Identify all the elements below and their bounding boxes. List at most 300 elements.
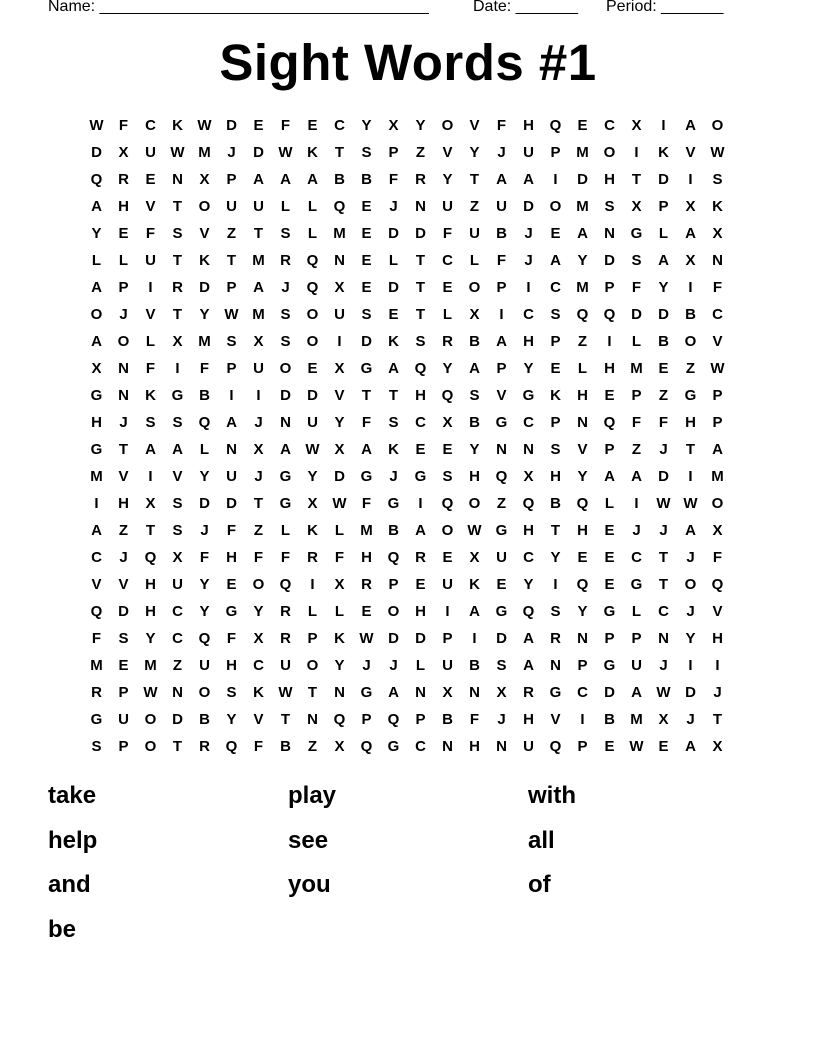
grid-cell[interactable]: I — [499, 306, 504, 323]
grid-cell[interactable]: N — [577, 414, 588, 431]
grid-cell[interactable]: I — [310, 576, 315, 593]
grid-cell[interactable]: Q — [603, 306, 616, 323]
grid-cell[interactable]: W — [629, 738, 644, 755]
grid-cell[interactable]: A — [280, 171, 291, 188]
grid-cell[interactable]: N — [334, 252, 345, 269]
grid-cell[interactable]: C — [91, 549, 102, 566]
grid-cell[interactable]: I — [256, 387, 261, 404]
grid-cell[interactable]: C — [604, 117, 615, 134]
grid-cell[interactable]: K — [658, 144, 669, 161]
grid-cell[interactable]: S — [172, 495, 183, 512]
grid-cell[interactable]: X — [442, 684, 453, 701]
grid-cell[interactable]: H — [577, 387, 588, 404]
grid-cell[interactable]: V — [442, 144, 453, 161]
grid-cell[interactable]: M — [360, 522, 373, 539]
grid-cell[interactable]: X — [334, 360, 345, 377]
grid-cell[interactable]: R — [415, 549, 426, 566]
grid-cell[interactable]: Y — [199, 576, 210, 593]
grid-cell[interactable]: F — [91, 630, 102, 647]
grid-cell[interactable]: V — [145, 198, 156, 215]
grid-cell[interactable]: V — [118, 468, 129, 485]
grid-cell[interactable]: P — [226, 279, 237, 296]
grid-cell[interactable]: Q — [306, 252, 319, 269]
grid-cell[interactable]: E — [361, 603, 372, 620]
grid-cell[interactable]: Q — [522, 603, 535, 620]
grid-cell[interactable]: H — [91, 414, 102, 431]
grid-cell[interactable]: D — [226, 495, 237, 512]
grid-cell[interactable]: J — [281, 279, 290, 296]
grid-cell[interactable]: W — [656, 495, 671, 512]
grid-cell[interactable]: C — [334, 117, 345, 134]
grid-cell[interactable]: H — [523, 117, 534, 134]
grid-cell[interactable]: S — [118, 630, 129, 647]
grid-cell[interactable]: D — [685, 684, 696, 701]
grid-cell[interactable]: Y — [226, 711, 237, 728]
grid-cell[interactable]: N — [118, 360, 129, 377]
grid-cell[interactable]: S — [469, 387, 480, 404]
grid-cell[interactable]: D — [334, 468, 345, 485]
grid-cell[interactable]: E — [604, 387, 615, 404]
grid-cell[interactable]: X — [631, 198, 642, 215]
grid-cell[interactable]: V — [712, 333, 723, 350]
grid-cell[interactable]: F — [442, 225, 453, 242]
grid-cell[interactable]: P — [712, 387, 723, 404]
grid-cell[interactable]: T — [172, 252, 183, 269]
grid-cell[interactable]: I — [418, 495, 423, 512]
grid-cell[interactable]: T — [685, 441, 696, 458]
grid-cell[interactable]: N — [604, 225, 615, 242]
grid-cell[interactable]: O — [468, 495, 481, 512]
grid-cell[interactable]: X — [523, 468, 534, 485]
grid-cell[interactable]: Y — [469, 441, 480, 458]
grid-cell[interactable]: D — [91, 144, 102, 161]
grid-cell[interactable]: E — [415, 441, 426, 458]
grid-cell[interactable]: D — [388, 225, 399, 242]
grid-cell[interactable]: P — [631, 387, 642, 404]
grid-cell[interactable]: T — [280, 711, 291, 728]
grid-cell[interactable]: N — [712, 252, 723, 269]
grid-cell[interactable]: R — [307, 549, 318, 566]
grid-cell[interactable]: A — [253, 279, 264, 296]
grid-cell[interactable]: S — [91, 738, 102, 755]
grid-cell[interactable]: H — [118, 495, 129, 512]
grid-cell[interactable]: P — [550, 144, 561, 161]
grid-cell[interactable]: K — [334, 630, 345, 647]
grid-cell[interactable]: O — [441, 522, 454, 539]
grid-cell[interactable]: N — [523, 441, 534, 458]
grid-cell[interactable]: U — [523, 738, 534, 755]
grid-cell[interactable]: E — [550, 360, 561, 377]
grid-cell[interactable]: E — [361, 225, 372, 242]
grid-cell[interactable]: Y — [442, 171, 453, 188]
grid-cell[interactable]: W — [305, 441, 320, 458]
grid-cell[interactable]: G — [549, 684, 562, 701]
grid-cell[interactable]: Q — [522, 495, 535, 512]
grid-cell[interactable]: G — [360, 360, 373, 377]
grid-cell[interactable]: W — [224, 306, 239, 323]
grid-cell[interactable]: H — [523, 711, 534, 728]
grid-cell[interactable]: P — [604, 441, 615, 458]
grid-cell[interactable]: G — [279, 468, 292, 485]
grid-cell[interactable]: H — [604, 171, 615, 188]
grid-cell[interactable]: G — [630, 225, 643, 242]
grid-cell[interactable]: P — [388, 144, 399, 161]
grid-cell[interactable]: I — [337, 333, 342, 350]
grid-cell[interactable]: H — [226, 549, 237, 566]
grid-cell[interactable]: P — [388, 576, 399, 593]
grid-cell[interactable]: U — [334, 306, 345, 323]
grid-cell[interactable]: U — [226, 468, 237, 485]
grid-cell[interactable]: P — [550, 414, 561, 431]
grid-cell[interactable]: V — [118, 576, 129, 593]
grid-cell[interactable]: H — [145, 576, 156, 593]
grid-cell[interactable]: P — [415, 711, 426, 728]
grid-cell[interactable]: O — [279, 360, 292, 377]
grid-cell[interactable]: O — [252, 576, 265, 593]
grid-cell[interactable]: E — [361, 252, 372, 269]
grid-cell[interactable]: P — [712, 414, 723, 431]
grid-cell[interactable]: F — [199, 549, 210, 566]
grid-cell[interactable]: P — [442, 630, 453, 647]
grid-cell[interactable]: D — [253, 144, 264, 161]
grid-cell[interactable]: Y — [577, 252, 588, 269]
grid-cell[interactable]: I — [634, 144, 639, 161]
grid-cell[interactable]: E — [307, 360, 318, 377]
grid-cell[interactable]: F — [658, 414, 669, 431]
grid-cell[interactable]: K — [307, 522, 318, 539]
grid-cell[interactable]: G — [360, 684, 373, 701]
grid-cell[interactable]: V — [253, 711, 264, 728]
grid-cell[interactable]: O — [144, 711, 157, 728]
grid-cell[interactable]: Y — [469, 144, 480, 161]
grid-cell[interactable]: F — [145, 225, 156, 242]
grid-cell[interactable]: R — [280, 603, 291, 620]
grid-cell[interactable]: D — [280, 387, 291, 404]
grid-cell[interactable]: F — [361, 495, 372, 512]
grid-cell[interactable]: T — [415, 279, 426, 296]
grid-cell[interactable]: G — [630, 576, 643, 593]
grid-cell[interactable]: T — [388, 387, 399, 404]
grid-cell[interactable]: N — [172, 684, 183, 701]
grid-cell[interactable]: N — [442, 738, 453, 755]
grid-cell[interactable]: A — [523, 630, 534, 647]
grid-cell[interactable]: H — [469, 738, 480, 755]
grid-cell[interactable]: A — [469, 360, 480, 377]
grid-cell[interactable]: U — [253, 360, 264, 377]
grid-cell[interactable]: S — [415, 333, 426, 350]
grid-cell[interactable]: G — [90, 441, 103, 458]
grid-cell[interactable]: Y — [685, 630, 696, 647]
grid-cell[interactable]: Y — [550, 549, 561, 566]
grid-cell[interactable]: S — [145, 414, 156, 431]
grid-cell[interactable]: M — [198, 333, 211, 350]
grid-cell[interactable]: B — [199, 711, 210, 728]
grid-cell[interactable]: M — [198, 144, 211, 161]
grid-cell[interactable]: J — [254, 468, 263, 485]
grid-cell[interactable]: E — [442, 441, 453, 458]
grid-cell[interactable]: K — [253, 684, 264, 701]
grid-cell[interactable]: E — [226, 576, 237, 593]
grid-cell[interactable]: A — [280, 441, 291, 458]
grid-cell[interactable]: J — [389, 657, 398, 674]
grid-cell[interactable]: X — [388, 117, 399, 134]
grid-cell[interactable]: M — [333, 225, 346, 242]
grid-cell[interactable]: I — [148, 279, 153, 296]
grid-cell[interactable]: L — [334, 603, 345, 620]
grid-cell[interactable]: D — [415, 225, 426, 242]
grid-cell[interactable]: A — [469, 603, 480, 620]
grid-cell[interactable]: Q — [441, 387, 454, 404]
grid-cell[interactable]: O — [468, 279, 481, 296]
grid-cell[interactable]: U — [226, 198, 237, 215]
grid-cell[interactable]: J — [254, 414, 263, 431]
grid-cell[interactable]: J — [119, 306, 128, 323]
grid-cell[interactable]: I — [715, 657, 720, 674]
grid-cell[interactable]: X — [307, 495, 318, 512]
grid-cell[interactable]: E — [550, 225, 561, 242]
grid-cell[interactable]: M — [90, 657, 103, 674]
grid-cell[interactable]: E — [118, 225, 129, 242]
grid-cell[interactable]: J — [362, 657, 371, 674]
grid-cell[interactable]: O — [90, 306, 103, 323]
grid-cell[interactable]: Y — [577, 603, 588, 620]
grid-cell[interactable]: B — [685, 306, 696, 323]
grid-cell[interactable]: Q — [225, 738, 238, 755]
grid-cell[interactable]: I — [688, 468, 693, 485]
grid-cell[interactable]: L — [469, 252, 480, 269]
grid-cell[interactable]: S — [496, 657, 507, 674]
grid-cell[interactable]: N — [334, 684, 345, 701]
grid-cell[interactable]: I — [148, 468, 153, 485]
grid-cell[interactable]: T — [469, 171, 480, 188]
grid-cell[interactable]: D — [577, 171, 588, 188]
grid-cell[interactable]: M — [90, 468, 103, 485]
grid-cell[interactable]: G — [225, 603, 238, 620]
grid-cell[interactable]: Q — [549, 738, 562, 755]
grid-cell[interactable]: Y — [523, 360, 534, 377]
grid-cell[interactable]: F — [145, 360, 156, 377]
grid-cell[interactable]: Q — [387, 711, 400, 728]
grid-cell[interactable]: W — [278, 684, 293, 701]
grid-cell[interactable]: E — [604, 549, 615, 566]
grid-cell[interactable]: Y — [253, 603, 264, 620]
grid-cell[interactable]: B — [361, 171, 372, 188]
grid-cell[interactable]: U — [469, 225, 480, 242]
grid-cell[interactable]: F — [118, 117, 129, 134]
grid-cell[interactable]: C — [712, 306, 723, 323]
grid-cell[interactable]: U — [172, 576, 183, 593]
grid-cell[interactable]: J — [659, 522, 668, 539]
grid-cell[interactable]: R — [199, 738, 210, 755]
grid-cell[interactable]: O — [684, 576, 697, 593]
grid-cell[interactable]: G — [603, 657, 616, 674]
grid-cell[interactable]: M — [630, 360, 643, 377]
grid-cell[interactable]: I — [688, 171, 693, 188]
grid-cell[interactable]: J — [713, 684, 722, 701]
grid-cell[interactable]: E — [604, 576, 615, 593]
grid-cell[interactable]: Q — [333, 711, 346, 728]
grid-cell[interactable]: A — [604, 468, 615, 485]
grid-cell[interactable]: P — [496, 360, 507, 377]
grid-cell[interactable]: A — [631, 468, 642, 485]
grid-cell[interactable]: Q — [198, 414, 211, 431]
grid-cell[interactable]: P — [550, 333, 561, 350]
grid-cell[interactable]: L — [199, 441, 210, 458]
grid-cell[interactable]: W — [170, 144, 185, 161]
grid-cell[interactable]: W — [278, 144, 293, 161]
grid-cell[interactable]: H — [361, 549, 372, 566]
grid-cell[interactable]: G — [684, 387, 697, 404]
grid-cell[interactable]: Z — [685, 360, 696, 377]
grid-cell[interactable]: S — [280, 306, 291, 323]
grid-cell[interactable]: P — [496, 279, 507, 296]
grid-cell[interactable]: F — [631, 414, 642, 431]
grid-cell[interactable]: D — [388, 630, 399, 647]
grid-cell[interactable]: T — [334, 144, 345, 161]
grid-cell[interactable]: W — [710, 360, 725, 377]
grid-cell[interactable]: D — [172, 711, 183, 728]
grid-cell[interactable]: W — [89, 117, 104, 134]
grid-cell[interactable]: O — [306, 657, 319, 674]
grid-cell[interactable]: Q — [144, 549, 157, 566]
grid-cell[interactable]: I — [553, 576, 558, 593]
grid-cell[interactable]: F — [280, 117, 291, 134]
grid-cell[interactable]: A — [685, 522, 696, 539]
grid-cell[interactable]: C — [523, 549, 534, 566]
grid-cell[interactable]: K — [712, 198, 723, 215]
grid-cell[interactable]: D — [658, 171, 669, 188]
grid-cell[interactable]: A — [712, 441, 723, 458]
grid-cell[interactable]: C — [523, 306, 534, 323]
grid-cell[interactable]: I — [526, 279, 531, 296]
grid-cell[interactable]: S — [226, 684, 237, 701]
grid-cell[interactable]: Q — [414, 360, 427, 377]
grid-cell[interactable]: L — [442, 306, 453, 323]
grid-cell[interactable]: N — [658, 630, 669, 647]
grid-cell[interactable]: O — [117, 333, 130, 350]
grid-cell[interactable]: J — [632, 522, 641, 539]
grid-cell[interactable]: C — [577, 684, 588, 701]
grid-cell[interactable]: J — [659, 657, 668, 674]
grid-cell[interactable]: X — [253, 333, 264, 350]
grid-cell[interactable]: B — [550, 495, 561, 512]
grid-cell[interactable]: O — [711, 117, 724, 134]
grid-cell[interactable]: Q — [576, 306, 589, 323]
grid-cell[interactable]: F — [199, 360, 210, 377]
grid-cell[interactable]: L — [280, 522, 291, 539]
grid-cell[interactable]: R — [280, 630, 291, 647]
grid-cell[interactable]: V — [172, 468, 183, 485]
grid-cell[interactable]: C — [523, 414, 534, 431]
grid-cell[interactable]: G — [495, 603, 508, 620]
grid-cell[interactable]: I — [661, 117, 666, 134]
grid-cell[interactable]: F — [253, 549, 264, 566]
grid-cell[interactable]: X — [712, 522, 723, 539]
grid-cell[interactable]: A — [91, 522, 102, 539]
grid-cell[interactable]: J — [686, 603, 695, 620]
grid-cell[interactable]: A — [685, 117, 696, 134]
grid-cell[interactable]: V — [334, 387, 345, 404]
grid-cell[interactable]: L — [604, 495, 615, 512]
grid-cell[interactable]: V — [496, 387, 507, 404]
grid-cell[interactable]: P — [118, 738, 129, 755]
grid-cell[interactable]: Z — [172, 657, 183, 674]
grid-cell[interactable]: Y — [442, 360, 453, 377]
grid-cell[interactable]: V — [145, 306, 156, 323]
grid-cell[interactable]: G — [387, 738, 400, 755]
grid-cell[interactable]: A — [253, 171, 264, 188]
grid-cell[interactable]: K — [550, 387, 561, 404]
grid-cell[interactable]: P — [604, 630, 615, 647]
grid-cell[interactable]: H — [415, 387, 426, 404]
period-field[interactable]: Period: _______ — [606, 0, 724, 15]
grid-cell[interactable]: P — [604, 279, 615, 296]
grid-cell[interactable]: B — [280, 738, 291, 755]
grid-cell[interactable]: E — [604, 522, 615, 539]
grid-cell[interactable]: H — [523, 333, 534, 350]
grid-cell[interactable]: L — [307, 198, 318, 215]
grid-cell[interactable]: A — [550, 252, 561, 269]
grid-cell[interactable]: C — [145, 117, 156, 134]
grid-cell[interactable]: D — [658, 306, 669, 323]
grid-cell[interactable]: C — [631, 549, 642, 566]
grid-cell[interactable]: T — [253, 225, 264, 242]
grid-cell[interactable]: V — [712, 603, 723, 620]
grid-cell[interactable]: Y — [199, 603, 210, 620]
grid-cell[interactable]: N — [496, 738, 507, 755]
grid-cell[interactable]: D — [361, 333, 372, 350]
grid-cell[interactable]: L — [280, 198, 291, 215]
grid-cell[interactable]: P — [658, 198, 669, 215]
grid-cell[interactable]: G — [495, 414, 508, 431]
grid-cell[interactable]: B — [496, 225, 507, 242]
grid-cell[interactable]: D — [226, 117, 237, 134]
grid-cell[interactable]: S — [604, 198, 615, 215]
grid-cell[interactable]: I — [472, 630, 477, 647]
grid-cell[interactable]: H — [604, 360, 615, 377]
grid-cell[interactable]: X — [658, 711, 669, 728]
grid-cell[interactable]: X — [685, 252, 696, 269]
grid-cell[interactable]: U — [442, 657, 453, 674]
grid-cell[interactable]: K — [307, 144, 318, 161]
grid-cell[interactable]: X — [118, 144, 129, 161]
grid-cell[interactable]: R — [550, 630, 561, 647]
grid-cell[interactable]: G — [522, 387, 535, 404]
grid-cell[interactable]: T — [118, 441, 129, 458]
grid-cell[interactable]: A — [631, 684, 642, 701]
grid-cell[interactable]: Y — [334, 657, 345, 674]
grid-cell[interactable]: Y — [307, 468, 318, 485]
grid-cell[interactable]: A — [388, 360, 399, 377]
grid-cell[interactable]: U — [280, 657, 291, 674]
grid-cell[interactable]: P — [118, 684, 129, 701]
grid-cell[interactable]: M — [711, 468, 724, 485]
grid-cell[interactable]: A — [388, 684, 399, 701]
grid-cell[interactable]: X — [253, 630, 264, 647]
grid-cell[interactable]: B — [334, 171, 345, 188]
grid-cell[interactable]: S — [172, 414, 183, 431]
grid-cell[interactable]: W — [332, 495, 347, 512]
grid-cell[interactable]: H — [469, 468, 480, 485]
grid-cell[interactable]: R — [280, 252, 291, 269]
grid-cell[interactable]: X — [172, 333, 183, 350]
grid-cell[interactable]: E — [442, 549, 453, 566]
grid-cell[interactable]: T — [253, 495, 264, 512]
grid-cell[interactable]: T — [658, 576, 669, 593]
grid-cell[interactable]: T — [307, 684, 318, 701]
grid-cell[interactable]: N — [577, 630, 588, 647]
grid-cell[interactable]: O — [684, 333, 697, 350]
